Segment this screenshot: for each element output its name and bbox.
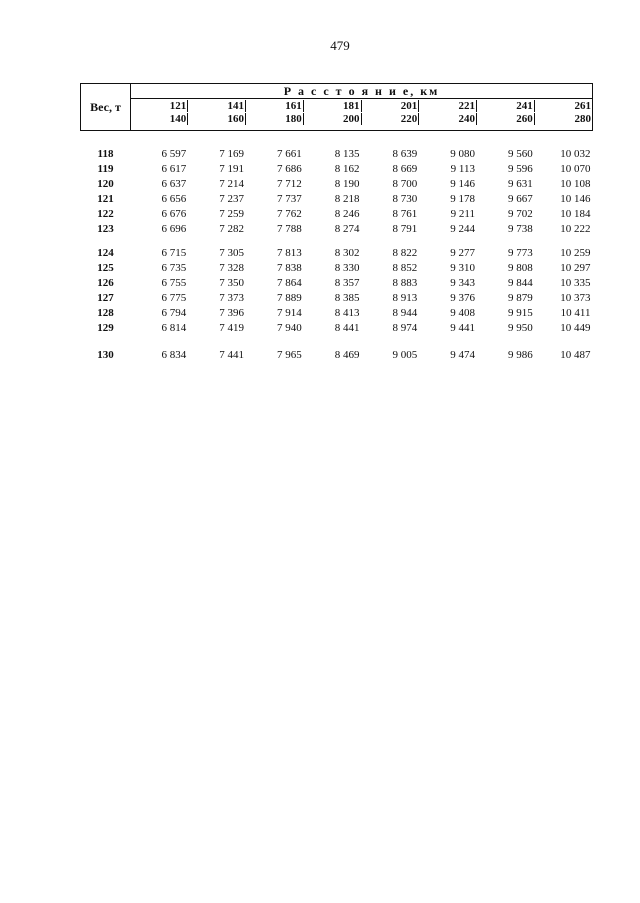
value-cell: 9 667 (508, 193, 533, 205)
value-cell: 10 449 (560, 322, 591, 334)
range-from: 241 (516, 100, 533, 112)
range-to: 200 (343, 113, 360, 125)
value-cell: 9 596 (508, 163, 533, 175)
value-cell: 6 755 (161, 277, 187, 289)
value-cell: 7 214 (219, 178, 244, 190)
table-row (81, 246, 593, 261)
value-cell: 8 302 (334, 247, 360, 259)
value-cell: 9 211 (450, 208, 475, 220)
value-cell: 9 631 (508, 178, 533, 190)
range-from: 261 (574, 100, 591, 112)
value-cell: 8 135 (334, 148, 360, 160)
value-cell: 6 814 (161, 322, 187, 334)
value-cell: 8 700 (392, 178, 418, 190)
table-row (81, 147, 593, 162)
value-cell: 8 469 (334, 349, 360, 361)
weight-cell: 120 (97, 178, 114, 190)
value-cell: 8 730 (392, 193, 418, 205)
group-spacer (81, 237, 593, 246)
value-cell: 7 838 (277, 262, 302, 274)
value-cell: 10 411 (560, 307, 591, 319)
value-cell: 10 070 (560, 163, 591, 175)
value-cell: 9 113 (450, 163, 475, 175)
distance-range-header (535, 99, 593, 131)
value-cell: 8 218 (334, 193, 360, 205)
tariff-table (80, 83, 593, 363)
value-cell: 7 328 (219, 262, 244, 274)
weight-cell: 125 (97, 262, 114, 274)
value-cell: 9 844 (508, 277, 533, 289)
value-cell: 6 617 (161, 163, 187, 175)
value-cell: 10 335 (560, 277, 591, 289)
value-cell: 9 146 (450, 178, 475, 190)
range-from: 221 (458, 100, 475, 112)
value-cell: 6 676 (161, 208, 187, 220)
value-cell: 6 637 (161, 178, 187, 190)
value-cell: 6 597 (161, 148, 187, 160)
group-spacer (81, 336, 593, 348)
value-cell: 7 813 (277, 247, 302, 259)
value-cell: 6 715 (161, 247, 187, 259)
weight-cell: 122 (97, 208, 114, 220)
range-from: 161 (285, 100, 302, 112)
table-row (81, 306, 593, 321)
value-cell: 10 108 (560, 178, 591, 190)
value-cell: 7 419 (219, 322, 244, 334)
distance-range-header (131, 99, 189, 131)
weight-cell: 126 (97, 277, 114, 289)
value-cell: 7 712 (277, 178, 302, 190)
value-cell: 9 178 (450, 193, 475, 205)
value-cell: 7 940 (277, 322, 302, 334)
value-cell: 7 686 (277, 163, 302, 175)
value-cell: 9 441 (450, 322, 475, 334)
value-cell: 8 852 (392, 262, 418, 274)
distance-range-header (477, 99, 535, 131)
range-to: 220 (400, 113, 418, 125)
value-cell: 7 441 (219, 349, 244, 361)
table-header (81, 84, 593, 131)
value-cell: 7 282 (219, 223, 244, 235)
table-row (81, 177, 593, 192)
value-cell: 8 162 (334, 163, 360, 175)
value-cell: 7 350 (219, 277, 244, 289)
value-cell: 9 773 (508, 247, 533, 259)
value-cell: 9 277 (450, 247, 475, 259)
value-cell: 8 413 (334, 307, 360, 319)
value-cell: 7 661 (277, 148, 302, 160)
value-cell: 8 883 (392, 277, 418, 289)
value-cell: 8 639 (392, 148, 418, 160)
value-cell: 9 738 (508, 223, 533, 235)
value-cell: 9 343 (450, 277, 475, 289)
value-cell: 7 259 (219, 208, 244, 220)
value-cell: 8 385 (334, 292, 360, 304)
value-cell: 8 274 (334, 223, 360, 235)
value-cell: 9 310 (450, 262, 475, 274)
value-cell: 8 944 (392, 307, 418, 319)
page-number: 479 (330, 38, 350, 53)
value-cell: 7 762 (277, 208, 302, 220)
table-body (81, 131, 593, 364)
group-spacer (81, 131, 593, 148)
value-cell: 8 822 (392, 247, 418, 259)
value-cell: 7 237 (219, 193, 244, 205)
weight-cell: 130 (97, 349, 114, 361)
weight-cell: 119 (97, 163, 114, 175)
value-cell: 9 702 (508, 208, 533, 220)
weight-cell: 121 (97, 193, 114, 205)
distance-range-header (362, 99, 420, 131)
value-cell: 10 146 (560, 193, 591, 205)
range-to: 280 (574, 113, 591, 125)
value-cell: 7 914 (277, 307, 302, 319)
value-cell: 8 761 (392, 208, 418, 220)
range-to: 160 (227, 113, 244, 125)
value-cell: 7 169 (219, 148, 244, 160)
weight-cell: 127 (97, 292, 114, 304)
weight-cell: 129 (97, 322, 114, 334)
distance-range-header (246, 99, 304, 131)
value-cell: 10 373 (560, 292, 591, 304)
value-cell: 9 474 (450, 349, 475, 361)
distance-range-header (188, 99, 246, 131)
value-cell: 6 775 (161, 292, 187, 304)
value-cell: 9 879 (508, 292, 533, 304)
value-cell: 9 915 (508, 307, 533, 319)
table-row (81, 222, 593, 237)
value-cell: 7 737 (277, 193, 302, 205)
value-cell: 9 808 (508, 262, 533, 274)
value-cell: 6 735 (161, 262, 187, 274)
range-to: 140 (169, 113, 187, 125)
value-cell: 7 396 (219, 307, 244, 319)
value-cell: 8 441 (334, 322, 360, 334)
value-cell: 6 794 (161, 307, 187, 319)
value-cell: 10 032 (560, 148, 591, 160)
value-cell: 9 560 (508, 148, 533, 160)
range-to: 240 (458, 113, 475, 125)
value-cell: 7 788 (277, 223, 302, 235)
value-cell: 9 005 (392, 349, 418, 361)
value-cell: 9 244 (450, 223, 475, 235)
value-cell: 7 191 (219, 163, 244, 175)
table-row (81, 207, 593, 222)
value-cell: 7 373 (219, 292, 244, 304)
value-cell: 7 965 (277, 349, 302, 361)
range-to: 260 (516, 113, 533, 125)
table-row (81, 291, 593, 306)
weight-cell: 128 (97, 307, 114, 319)
value-cell: 8 974 (392, 322, 418, 334)
value-cell: 8 246 (334, 208, 360, 220)
weight-column-header: Вес, т (81, 84, 131, 131)
value-cell: 9 080 (450, 148, 475, 160)
value-cell: 8 190 (334, 178, 360, 190)
weight-cell: 124 (97, 247, 114, 259)
value-cell: 7 864 (277, 277, 302, 289)
value-cell: 9 986 (508, 349, 533, 361)
value-cell: 6 656 (161, 193, 187, 205)
range-from: 141 (227, 100, 244, 112)
table-row (81, 162, 593, 177)
value-cell: 8 357 (334, 277, 360, 289)
weight-cell: 123 (97, 223, 114, 235)
distance-column-header: Р а с с т о я н и е, км (131, 84, 593, 99)
value-cell: 9 950 (508, 322, 533, 334)
weight-cell: 118 (97, 148, 114, 160)
table-row (81, 192, 593, 207)
value-cell: 10 222 (560, 223, 591, 235)
distance-range-header (419, 99, 477, 131)
value-cell: 7 889 (277, 292, 302, 304)
range-to: 180 (285, 113, 302, 125)
value-cell: 6 696 (161, 223, 187, 235)
value-cell: 9 376 (450, 292, 475, 304)
value-cell: 10 184 (560, 208, 591, 220)
range-from: 201 (400, 100, 418, 112)
value-cell: 8 913 (392, 292, 418, 304)
value-cell: 8 330 (334, 262, 360, 274)
distance-range-header (304, 99, 362, 131)
range-from: 121 (169, 100, 187, 112)
value-cell: 7 305 (219, 247, 244, 259)
table-row (81, 261, 593, 276)
range-from: 181 (343, 100, 360, 112)
table-row (81, 276, 593, 291)
distance-ranges-row (81, 99, 593, 131)
value-cell: 6 834 (161, 349, 187, 361)
value-cell: 8 669 (392, 163, 418, 175)
value-cell: 10 487 (560, 349, 591, 361)
table-row (81, 348, 593, 363)
table-row (81, 321, 593, 336)
value-cell: 10 259 (560, 247, 591, 259)
value-cell: 9 408 (450, 307, 475, 319)
value-cell: 10 297 (560, 262, 591, 274)
value-cell: 8 791 (392, 223, 418, 235)
